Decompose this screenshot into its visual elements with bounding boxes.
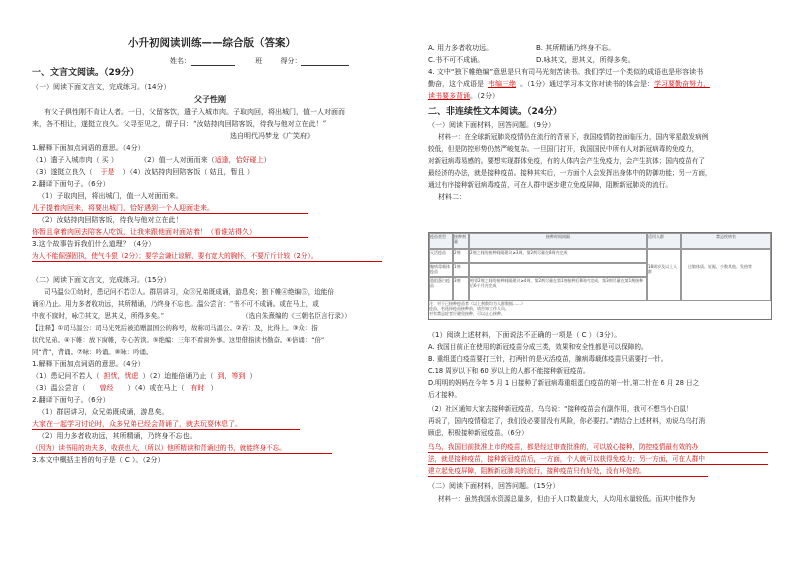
table-cell: 18周岁及以上人群 — [647, 249, 681, 301]
notes-line — [32, 324, 318, 333]
passage-2-source: （选自朱熹编的《三朝名臣言行录》） — [242, 312, 351, 320]
answer-underline — [428, 452, 768, 453]
question-1-line — [32, 168, 254, 177]
q7-answer-3: 读书要多背诵 — [428, 92, 470, 100]
question-9: 顾虑，积极接种新冠疫苗。（6分） — [428, 429, 528, 437]
passage-1-source: 选自明代冯梦龙《广笑府》 — [230, 132, 314, 140]
answer-underline — [32, 453, 332, 454]
q1-item-2: （2）值一人对面而来（ — [140, 156, 215, 164]
passage-2-text: 诵⑥乃止。用力多者收功远，其所精诵，乃终身不忘也。温公尝言：“书不可不成诵。或在马上，或 — [32, 300, 319, 308]
question-7: 4. 文中“独下帷绝编”意思是只有司马光刻苦读书。我们学过一个类似的成语也是形容读书 — [428, 68, 704, 76]
q8-option-d: D.明明的妈妈在今年 5 月 1 日接种了新冠病毒重组蛋白疫苗的第一针,第二针在 6 月 28 日之 — [428, 379, 700, 387]
question-1: 1.解释下面加点词语的意思。（4分） — [32, 144, 145, 152]
question-4-line: （1）患记问不若人（ 担忧，忧虑 ）（2）迨能倍诵乃止（ 到，等到 ） — [32, 372, 257, 380]
table-header: 接种剂量 — [453, 233, 469, 249]
table-cell — [469, 263, 647, 277]
question-7-line — [428, 92, 499, 101]
q2-item-1: （1）子取肉回，将出城门，值一人对面而来。 — [38, 192, 183, 200]
q8-option-c: C.18 周岁以下和 60 岁以上的人都不能接种新冠疫苗。 — [428, 367, 590, 375]
material-1-text: 材料一：在全球新冠肺炎疫情仍在流行的背景下，我国疫情防控面临压力，国内零星散发病例 — [438, 133, 709, 141]
table-header: 禁忌疾病有 — [681, 233, 771, 249]
table-cell: 2剂之间的接种间隔建议≥3周，第2剂尽量在8周内完成 — [469, 249, 647, 263]
q7-text: 勤奋，这个成语是 — [428, 80, 484, 88]
table-cell: 过敏体质、妊娠、少数其他、发热等 — [681, 249, 771, 301]
table-note-line: 对有禁忌症者应避免接种，可以止心接种。 — [429, 311, 505, 316]
q4-item-2: ）（2）迨能倍诵乃止（ — [142, 372, 214, 380]
question-9: （2）社区通知大家去接种新冠疫苗，乌乌说：“接种疫苗会有副作用，我可不想当小白鼠！ — [428, 405, 693, 413]
q9-answer: 法，就是接种疫苗，接种新冠疫苗后，一方面，个人就可以获得免疫力；另一方面，可在人群中 — [428, 455, 705, 463]
q8-option-b: B. 重组蛋白疫苗要打三针，打两针的是灭活疫苗，腺病毒载体疫苗只需要打一针。 — [428, 355, 668, 363]
question-6: 3.本文中概括主旨的句子是（ C ）。（2分） — [32, 456, 165, 464]
question-1-line: （1）遣子入城市肉（ 买 ） （2）值一人对面而来（适逢，恰好碰上） — [32, 156, 271, 164]
table-note-line: 疫苗，若选择疫苗接种前，请告知工作人员。 — [429, 306, 509, 311]
option-c: C.书不可不成诵。 — [428, 56, 485, 64]
q4-answer-1: 担忧，忧虑 — [103, 372, 139, 380]
q1-item-4: ）（4）汝姑持肉回陪客饭（ 姑且，暂且 ） — [122, 168, 254, 176]
question-9: 再说了，国内疫情稳定了，我们没必要冒没有风险，你必要打。”请结合上述材料，劝说乌乌打消 — [428, 417, 706, 425]
table-header: 适用人群 — [647, 233, 681, 249]
q4-answer-2: 到，等到 — [217, 372, 246, 380]
name-blank[interactable] — [191, 57, 235, 66]
passage-1-heading: （一）阅读下面文言文，完成练习。（14分） — [32, 83, 171, 91]
table-note — [429, 301, 771, 319]
passage-1-text: 来，各不相让，遂挺立良久。父寻至见之，谓子曰：“汝姑持肉回陪客饭，待我与他对立在此！” — [32, 120, 327, 128]
question-4-line: （3）温公尝言（ 曾经 ）（4）或在马上（ 有时 ） — [32, 384, 218, 392]
student-info-line — [170, 57, 349, 66]
table-cell: 腺病毒载体疫苗 — [429, 263, 453, 277]
passage-2-text: 司马温公①幼时，患记问不若②人。群居讲习，众③兄弟既成诵，游息矣；独下帷④绝编⑤，迨能倍 — [44, 288, 335, 296]
score-blank[interactable] — [301, 57, 349, 66]
answer-underline — [32, 213, 308, 214]
q7-text: 。（1分）通过学习本文你对读书的体会是： — [520, 80, 654, 88]
q4-answer-3: 曾经 — [99, 384, 114, 392]
table-header: 疫苗类型 — [429, 233, 453, 249]
q8-option-a: A. 我国目前正在使用的新冠疫苗分成三类，效果和安全性都是可以保障的。 — [428, 343, 648, 351]
material-3-text: 材料一：虽然我国水资源总量多，但由于人口数量庞大，人均用水量较低。而其中能作为 — [438, 495, 696, 503]
table-cell: 2剂 — [453, 249, 469, 263]
table-cell: 1剂 — [453, 263, 469, 277]
answer-underline — [32, 237, 308, 238]
q9-answer: 乌乌，我国目前批准上市的疫苗，都是经过审查批准的，可以放心接种，防控疫情最有效的办 — [428, 443, 699, 451]
option-d: D.咏其文，思其义，所得多矣。 — [536, 56, 635, 64]
material-2-label: 材料二： — [438, 193, 466, 201]
q5-item-1: （1）群居讲习，众兄弟既成诵，游息矣。 — [38, 408, 169, 416]
question-7-line — [428, 80, 710, 89]
answer-underline — [428, 464, 768, 465]
q4-item-3: （3）温公尝言（ — [32, 384, 86, 392]
section-2-heading: 二、非连续性文本阅读。（24分） — [428, 107, 563, 117]
note-text: ①司马温公：司马光死后被追赠温国公的称号，故称司马温公。②若：及，比得上。③众：指 — [57, 324, 318, 332]
q4-answer-4: 有时 — [190, 384, 205, 392]
answer-underline — [32, 429, 300, 430]
note-text: 状代兄弟。④下帷：放下窗帷，专心苦读。⑤绝编：三年不看窗外事。这里借指读书勤奋。⑥倍诵：“倍” — [32, 336, 325, 344]
question-5: 2.翻译下面句子。（6分） — [32, 396, 110, 404]
table-cell: 3剂 — [453, 277, 469, 301]
passage-3-heading: （一）阅读下面材料，回答问题。（9分） — [428, 121, 555, 129]
material-1-text: 通过有序接种新冠病毒疫苗，可在人群中逐步建立免疫屏障，阻断新冠肺炎的流行。 — [428, 181, 672, 189]
passage-2-heading: （二）阅读下面文言文，完成练习。（15分） — [32, 276, 171, 284]
option-a: A. 用力多者收功远。 — [428, 44, 494, 52]
q2-answer-2: 你暂且拿着肉回去陪客人吃饭，让我来跟他面对面站着！（看谁站得久） — [32, 228, 256, 236]
q5-item-2: （2）用力多者收功远，其所精诵，乃终身不忘也。 — [38, 432, 197, 440]
q2-answer-1: 儿子提着肉回来，将要出城门，恰好遇到一个人迎面走来。 — [32, 204, 214, 212]
question-4: 1.解释下面加点词语的意思。（4分） — [32, 360, 145, 368]
q7-answer-2: 学习要勤奋努力， — [653, 80, 710, 88]
table-cell: 重组蛋白疫苗 — [429, 277, 453, 301]
passage-1-text: 有父子俱性刚不肯让人者。一日，父留客饮，遣子入城市肉。子取肉回，将出城门，值一人对面而 — [44, 108, 345, 116]
q1-answer-3: 于是 — [100, 168, 115, 176]
q9-answer: 建立起免疫屏障，阻断新冠肺炎的流行，接种疫苗只有好处，没有坏处的。 — [428, 467, 646, 475]
notes-label: 【注释】 — [32, 324, 58, 332]
q7-answer-1: 韦编三绝 — [488, 80, 516, 88]
question-3: 3.这个故事告诉我们什么道理？（4分） — [32, 240, 156, 248]
option-b: B. 其所精诵乃终身不忘。 — [536, 44, 616, 52]
passage-1-title: 父子性刚 — [194, 95, 226, 104]
q2-item-2: （2）汝姑持肉回陪客饭，待我与他对立在此！ — [38, 216, 183, 224]
question-2: 2.翻译下面句子。（6分） — [32, 180, 110, 188]
q5-answer-2: （因为）读书用的功夫多，收获也大，（所以）他所精读和背诵过的书，就能终身不忘。 — [32, 444, 286, 452]
q4-item-4: ）（4）或在马上（ — [127, 384, 185, 392]
page-title: 小升初阅读训练——综合版（答案） — [128, 37, 296, 49]
answer-underline — [428, 476, 708, 477]
name-label: 姓名： — [170, 57, 191, 65]
table-header: 接种时间间隔 — [469, 233, 647, 249]
q1-item-3: （3）遂挺立良久（ — [32, 168, 93, 176]
q1-answer-2: 适逢，恰好碰上 — [214, 156, 264, 164]
q4-item-1: （1）患记问不若人（ — [32, 372, 100, 380]
vaccine-table — [428, 232, 772, 320]
q8-option-d: 后才接种。 — [428, 391, 461, 399]
answer-underline — [32, 261, 382, 262]
question-8: （1）阅读上述材料，下面说法不正确的一项是（ C ）（3分）。 — [428, 331, 622, 339]
table-note-line: 注：对于已接种疫苗者（以上剂数均为人群数据……） — [429, 301, 525, 306]
passage-2-text: 中夜不寐时，咏⑦其文，思其义，所得多矣。” — [32, 312, 164, 320]
note-text: 同“背”，背诵。⑦咏：吟诵。⑧咏：吟诵。 — [32, 348, 153, 356]
section-1-heading: 一、文言文阅读。（29分） — [32, 68, 140, 78]
q7-text: 。（2分） — [470, 92, 499, 100]
q3-answer: 为人不能倔强固执，使气斗狠（2分）；要学会谦让谅解，要有宽大的胸怀，不要斤斤计较（2分）。 — [32, 252, 318, 260]
material-1-text: 对新冠病毒易感的。要想实现群体免疫，有的人体内会产生免疫力，会产生抗体；国内疫苗有了 — [428, 157, 705, 165]
passage-4-heading: （二）阅读下面材料，回答问题。（15分） — [428, 482, 560, 490]
table-cell: 相邻2剂之间的接种间隔建议≥4周，第2剂尽量在第1剂接种后8周内完成，第3剂尽量在第1剂接种后6个月内完成 — [469, 277, 647, 301]
material-1-text: 较低，但是防控形势仍然严峻复杂。一旦国门打开，我国国民中所有人对新冠病毒的免疫力， — [428, 145, 699, 153]
material-1-text: 最经济的办法，就是接种疫苗。接种其实后，一方面个人会发挥出身体中的防御功能；另一方面， — [428, 169, 712, 177]
q5-answer-1: 大家在一起学习讨论时，众多兄弟已经会背诵了，就去玩耍休息了。 — [32, 420, 242, 428]
score-label: 得分： — [280, 57, 302, 65]
class-label: 班 — [255, 57, 263, 65]
q1-item-1: （1）遣子入城市肉（ 买 ） — [32, 156, 118, 164]
table-cell: 灭活疫苗 — [429, 249, 453, 263]
